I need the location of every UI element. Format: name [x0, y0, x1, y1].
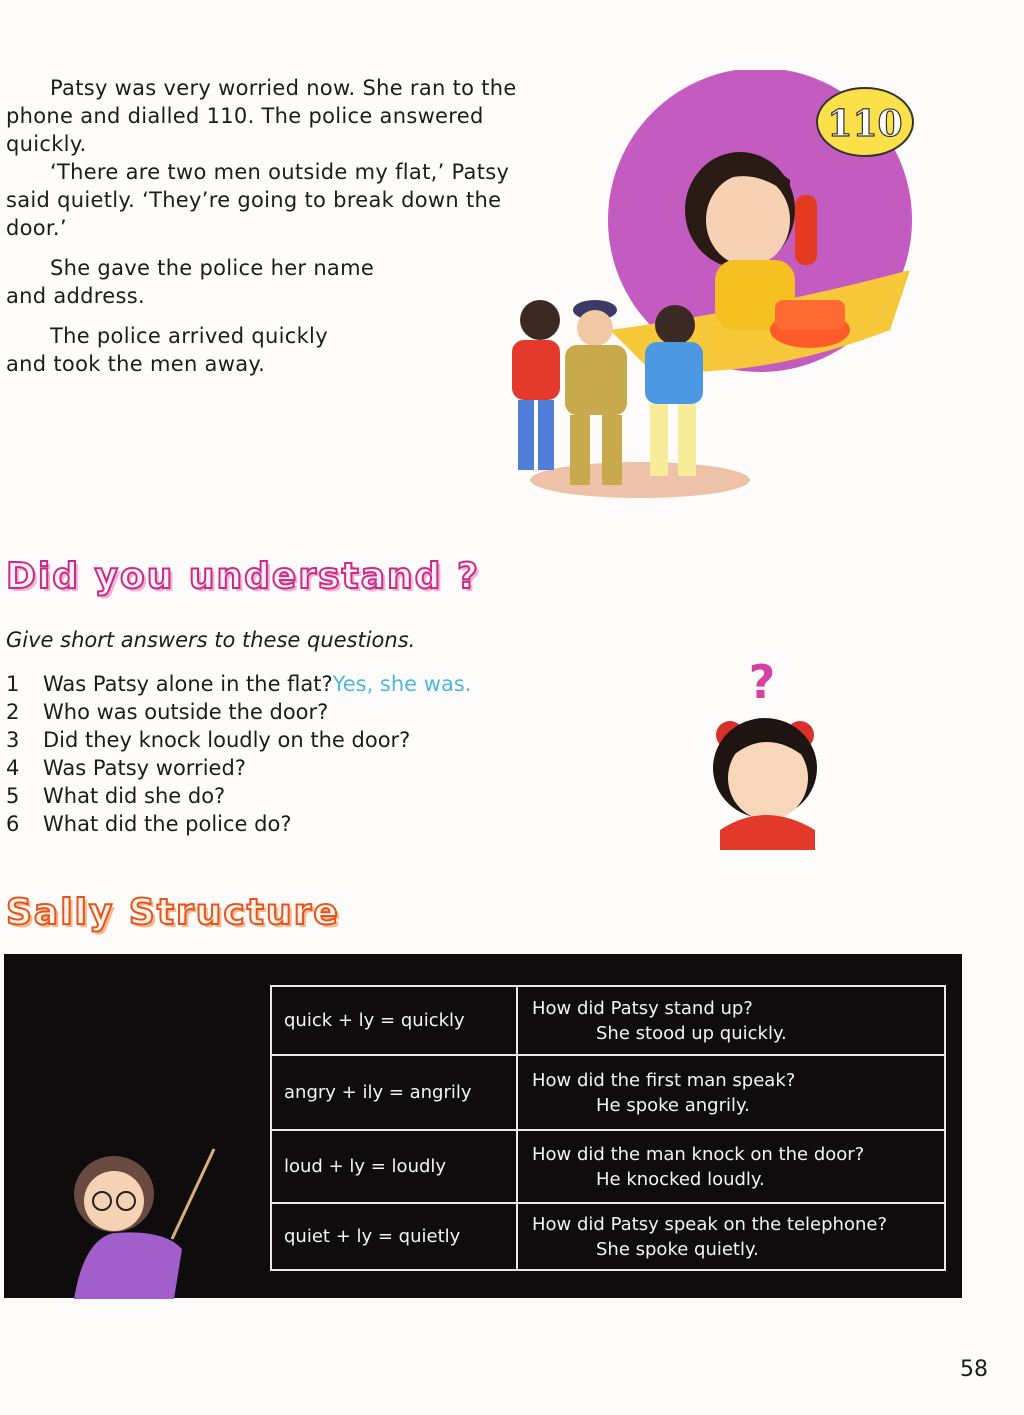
example-cell: How did Patsy speak on the telephone? She spoke quietly. [517, 1203, 945, 1270]
table-row [271, 1055, 945, 1130]
story-paragraph-1: Patsy was very worried now. She ran to the phone and dialled 110. The police answered quickly. [6, 76, 517, 156]
did-you-understand-heading: Did you understand ? [6, 556, 480, 597]
instruction-text: Give short answers to these questions. [6, 628, 416, 652]
list-item: 2 Who was outside the door? [6, 700, 329, 724]
rule-cell: angry + ily = angrily [271, 1055, 517, 1130]
list-item: 6 What did the police do? [6, 812, 292, 836]
sample-answer: Yes, she was. [332, 672, 472, 696]
table-row [271, 1203, 945, 1270]
speech-bubble-text: 110 [827, 103, 903, 145]
rule-cell: quick + ly = quickly [271, 986, 517, 1055]
list-item: 5 What did she do? [6, 784, 226, 808]
thinking-girl-illustration [690, 650, 840, 850]
story-paragraph-3: She gave the police her name and address. [6, 256, 375, 308]
rule-cell: loud + ly = loudly [271, 1130, 517, 1203]
table-row [271, 986, 945, 1055]
structure-table [270, 985, 946, 1271]
structure-board [4, 954, 962, 1298]
example-cell: How did the first man speak? He spoke angrily. [517, 1055, 945, 1130]
story-illustration [490, 70, 930, 510]
story-paragraph-4: The police arrived quickly and took the men away. [6, 324, 328, 376]
rule-cell: quiet + ly = quietly [271, 1203, 517, 1270]
table-row [271, 1130, 945, 1203]
questions-list [6, 670, 471, 838]
story-paragraph-2: ‘There are two men outside my flat,’ Patsy said quietly. ‘They’re going to break down the door.’ [6, 160, 510, 240]
teacher-girl-illustration [54, 1129, 224, 1299]
list-item: 1 Was Patsy alone in the flat? Yes, she was. [6, 672, 472, 696]
list-item: 4 Was Patsy worried? [6, 756, 246, 780]
story-text [6, 74, 526, 390]
sally-structure-heading: Sally Structure [6, 892, 340, 933]
example-cell: How did the man knock on the door? He knocked loudly. [517, 1130, 945, 1203]
page-number: 58 [960, 1357, 988, 1382]
example-cell: How did Patsy stand up? She stood up quickly. [517, 986, 945, 1055]
question-mark-icon: ? [748, 655, 776, 709]
list-item: 3 Did they knock loudly on the door? [6, 728, 411, 752]
